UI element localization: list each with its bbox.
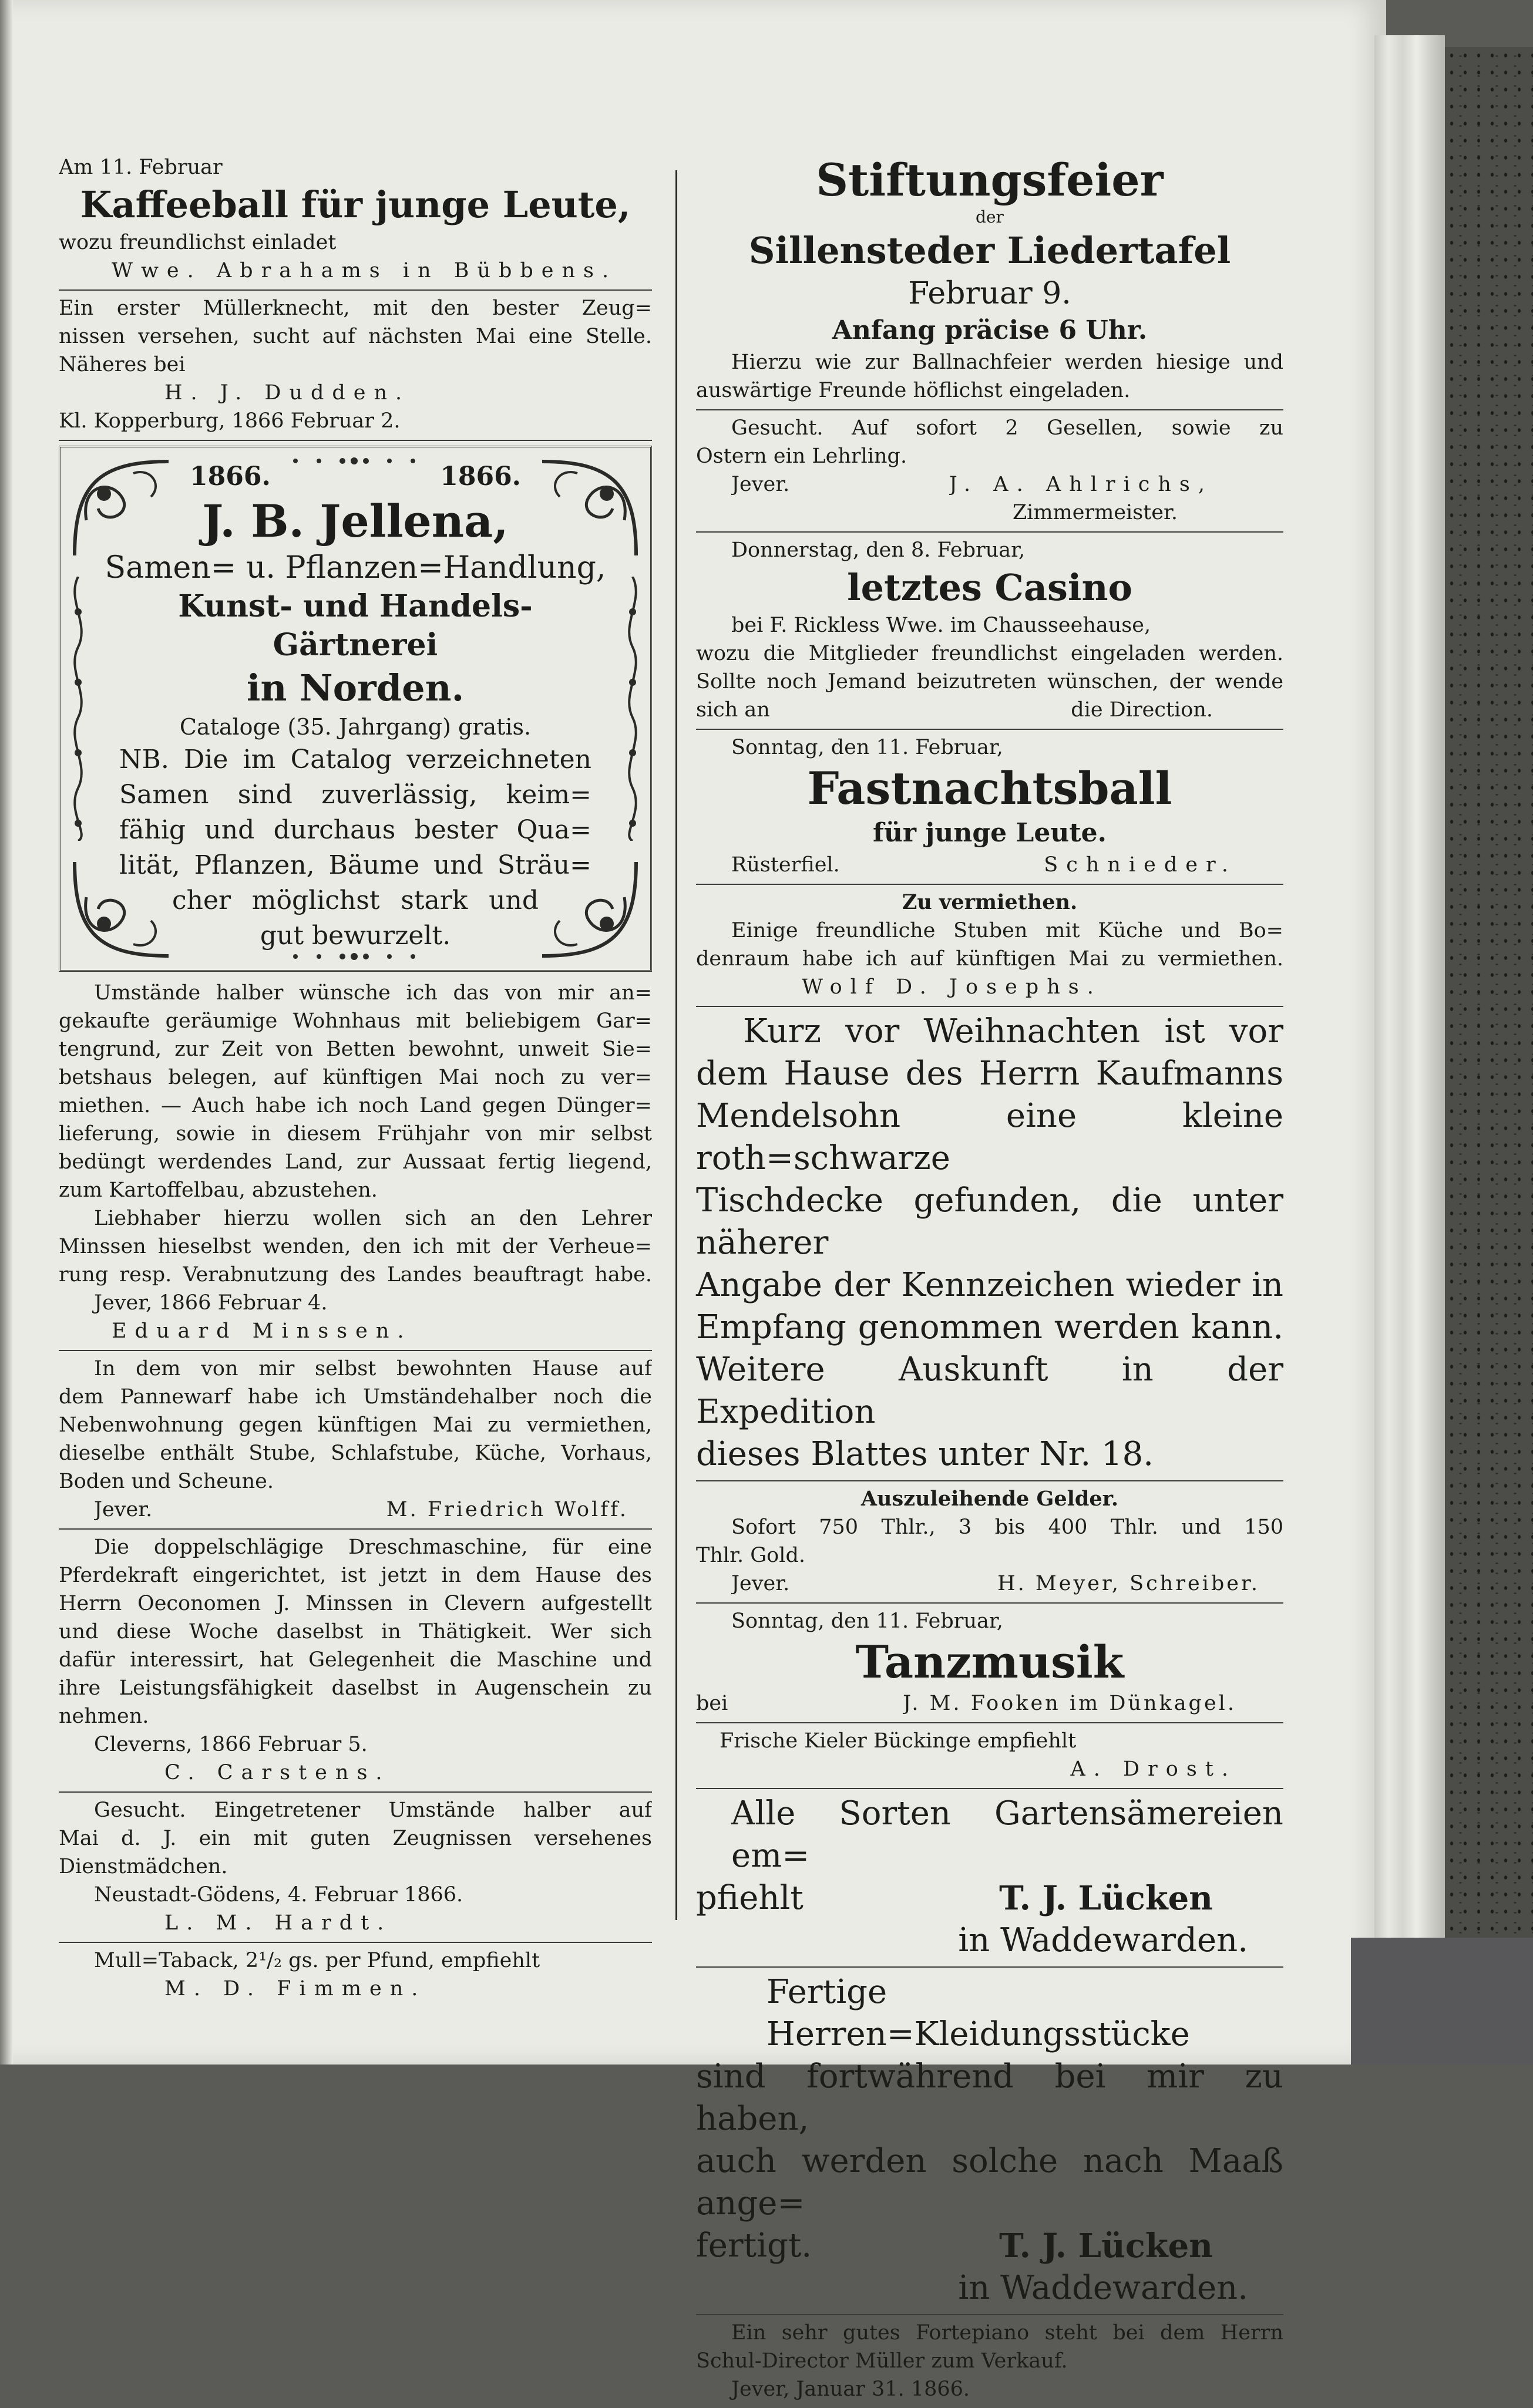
ad-place: Jever. bbox=[94, 1498, 153, 1521]
ad-text: nissen versehen, sucht auf nächsten Mai eine Stelle. bbox=[59, 325, 652, 348]
ad-text: Gesucht. Auf sofort 2 Gesellen, sowie zu bbox=[731, 416, 1283, 440]
ad-text: Boden und Scheune. bbox=[59, 1470, 274, 1493]
ad-place: Jever. bbox=[731, 473, 790, 496]
ad-text: Kurz vor Weihnachten ist vor bbox=[743, 1012, 1283, 1050]
ad-text: Die doppelschlägige Dreschmaschine, für eine bbox=[94, 1535, 652, 1559]
ad-place-date: Kl. Kopperburg, 1866 Februar 2. bbox=[59, 409, 401, 433]
ad-date: Februar 9. bbox=[908, 276, 1071, 311]
ad-text: Empfang genommen werden kann. bbox=[696, 1308, 1283, 1346]
ad-date: Donnerstag, den 8. Februar, bbox=[731, 538, 1026, 562]
ad-signature: M. Friedrich Wolff. bbox=[386, 1498, 628, 1521]
ad-text: fertigt. bbox=[696, 2227, 812, 2265]
ad-text: Herrn Oeconomen J. Minssen in Clevern aufgestellt bbox=[59, 1592, 652, 1615]
ad-muellerknecht bbox=[59, 291, 652, 441]
ornament-vine-icon bbox=[66, 577, 90, 841]
ad-text: NB. Die im Catalog verzeichneten bbox=[119, 745, 591, 774]
ad-title: letztes Casino bbox=[847, 566, 1132, 609]
ad-text: sind fortwährend bei mir zu haben, bbox=[696, 2057, 1283, 2138]
ad-signature: T. J. Lücken bbox=[999, 2227, 1213, 2265]
ad-text: gekaufte geräumige Wohnhaus mit beliebigem Gar= bbox=[59, 1009, 652, 1033]
ad-text: Fertige Herren=Kleidungsstücke bbox=[766, 1973, 1190, 2053]
ad-place-date: Neustadt-Gödens, 4. Februar 1866. bbox=[94, 1883, 463, 1907]
ad-signature: M. D. Fimmen. bbox=[164, 1977, 426, 2001]
ad-year: 1866. bbox=[440, 462, 521, 491]
ad-text: der bbox=[976, 207, 1004, 227]
ad-text: Weitere Auskunft in der Expedition bbox=[696, 1350, 1283, 1431]
ad-place-date: Jever, Januar 31. 1866. bbox=[731, 2377, 970, 2401]
ad-text: bedüngt werdendes Land, zur Aussaat fertig liegend, bbox=[59, 1150, 652, 1174]
ad-title: Tanzmusik bbox=[855, 1636, 1124, 1688]
ad-text: lieferung, sowie in diesem Frühjahr von mir selbst bbox=[59, 1122, 652, 1146]
ad-text: Thlr. Gold. bbox=[696, 1544, 805, 1567]
ad-text: dafür interessirt, hat Gelegenheit die Maschine und bbox=[59, 1648, 652, 1672]
ad-text: Sofort 750 Thlr., 3 bis 400 Thlr. und 150 bbox=[731, 1515, 1283, 1539]
left-column bbox=[59, 150, 652, 2008]
ad-role: Zimmermeister. bbox=[1012, 501, 1178, 524]
book-cover-edge bbox=[1445, 47, 1533, 1955]
ad-title: J. B. Jellena, bbox=[202, 495, 509, 547]
ad-text: sich an bbox=[696, 698, 770, 722]
ad-subtitle: Kunst- und Handels-Gärtnerei bbox=[178, 588, 533, 663]
ad-text: bei F. Rickless Wwe. im Chausseehause, bbox=[731, 614, 1151, 637]
ad-text: Pferdekraft eingerichtet, ist jetzt in dem Hause des bbox=[59, 1564, 652, 1587]
ad-place-date: Jever, 1866 Februar 4. bbox=[94, 1291, 328, 1315]
ad-dreschmaschine bbox=[59, 1530, 652, 1793]
ad-text: tengrund, zur Zeit von Betten bewohnt, unweit Sie= bbox=[59, 1038, 652, 1061]
ad-text: In dem von mir selbst bewohnten Hause auf bbox=[94, 1357, 652, 1380]
right-column bbox=[696, 150, 1283, 2408]
ad-text: dieselbe enthält Stube, Schlafstube, Küche, Vorhaus, bbox=[59, 1442, 652, 1465]
ad-signature: Wwe. Abrahams in Bübbens. bbox=[112, 259, 617, 282]
column-divider bbox=[675, 170, 677, 1920]
ad-text: Nebenwohnung gegen künftigen Mai zu vermiethen, bbox=[59, 1413, 652, 1437]
ad-text: denraum habe ich auf künftigen Mai zu vermiethen. bbox=[696, 947, 1283, 971]
ad-signature: T. J. Lücken bbox=[999, 1879, 1213, 1918]
ad-subtitle: Anfang präcise 6 Uhr. bbox=[832, 315, 1148, 345]
ad-title: Fastnachtsball bbox=[807, 762, 1172, 814]
ad-signature: J. M. Fooken im Dünkagel. bbox=[903, 1692, 1236, 1715]
ad-signature: C. Carstens. bbox=[164, 1761, 391, 1784]
ad-text: Samen sind zuverlässig, keim= bbox=[119, 780, 591, 810]
ad-kleidung bbox=[696, 1968, 1283, 2315]
ad-text: Schul-Director Müller zum Verkauf. bbox=[696, 2349, 1068, 2373]
ad-title: Auszuleihende Gelder. bbox=[860, 1487, 1119, 1511]
ad-signature: Schnieder. bbox=[1044, 853, 1236, 877]
ad-tabak bbox=[59, 1943, 652, 2008]
ad-text: wozu die Mitglieder freundlichst eingeladen werden. bbox=[696, 642, 1283, 665]
ad-text: auch werden solche nach Maaß ange= bbox=[696, 2142, 1283, 2222]
ad-text: bei bbox=[696, 1692, 728, 1715]
ad-signature: A. Drost. bbox=[1070, 1757, 1236, 1781]
ad-text: Ein sehr gutes Fortepiano steht bei dem Herrn bbox=[731, 2321, 1283, 2345]
ad-text: Angabe der Kennzeichen wieder in bbox=[696, 1266, 1283, 1304]
ad-text: Alle Sorten Gartensämereien em= bbox=[731, 1794, 1283, 1875]
ornament-vine-icon bbox=[621, 577, 644, 841]
ad-title: Zu vermiethen. bbox=[902, 890, 1078, 914]
ad-text: cher möglichst stark und bbox=[172, 885, 539, 915]
ad-pannewarf bbox=[59, 1351, 652, 1530]
ad-text: pfiehlt bbox=[696, 1879, 804, 1917]
ad-year: 1866. bbox=[190, 462, 271, 491]
ad-stiftungsfeier bbox=[696, 150, 1283, 410]
ad-text: Ein erster Müllerknecht, mit den bester Zeug= bbox=[59, 297, 652, 320]
ad-gartensaemereien bbox=[696, 1789, 1283, 1968]
ad-text: Einige freundliche Stuben mit Küche und Bo= bbox=[731, 919, 1283, 942]
ad-fastnacht bbox=[696, 730, 1283, 885]
ad-jellena bbox=[102, 459, 609, 954]
ad-text: Ostern ein Lehrling. bbox=[696, 444, 907, 468]
ad-place: in Waddewarden. bbox=[958, 1921, 1248, 1959]
ad-text: Mai d. J. ein mit guten Zeugnissen versehenes bbox=[59, 1827, 652, 1850]
ad-signature: J. A. Ahlrichs, bbox=[949, 473, 1213, 496]
ad-dienstmaedchen bbox=[59, 1793, 652, 1943]
ad-place: Jever. bbox=[731, 1572, 790, 1595]
ad-text: Liebhaber hierzu wollen sich an den Lehrer bbox=[94, 1207, 652, 1230]
ad-signature: H. J. Dudden. bbox=[164, 381, 411, 405]
ad-signature: H. Meyer, Schreiber. bbox=[997, 1572, 1260, 1595]
ad-text: dieses Blattes unter Nr. 18. bbox=[696, 1435, 1154, 1473]
ad-text: Gesucht. Eingetretener Umstände halber auf bbox=[94, 1799, 652, 1822]
ad-gelder bbox=[696, 1481, 1283, 1604]
ad-subtitle: in Norden. bbox=[246, 666, 465, 709]
ad-vermiethen bbox=[696, 885, 1283, 1007]
ad-date: Sonntag, den 11. Februar, bbox=[731, 736, 1003, 759]
ad-text: Minssen hieselbst wenden, den ich mit der Verheue= bbox=[59, 1235, 652, 1258]
ad-text: rung resp. Verabnutzung des Landes beauftragt habe. bbox=[59, 1263, 652, 1286]
ad-casino bbox=[696, 533, 1283, 730]
ad-subtitle: Samen= u. Pflanzen=Handlung, bbox=[105, 550, 606, 585]
ad-text: Cataloge (35. Jahrgang) gratis. bbox=[179, 714, 532, 740]
ad-tischdecke bbox=[696, 1007, 1283, 1481]
ad-signature: Wolf D. Josephs. bbox=[802, 975, 1102, 999]
ad-text: Mull=Taback, 2¹/₂ gs. per Pfund, empfiehlt bbox=[94, 1949, 540, 1972]
ad-wohnhaus bbox=[59, 975, 652, 1351]
ad-text: dem Hause des Herrn Kaufmanns bbox=[696, 1055, 1283, 1093]
ad-text: betshaus belegen, auf künftigen Mai noch zu ver= bbox=[59, 1066, 652, 1089]
ad-text: Frische Kieler Bückinge empfiehlt bbox=[720, 1729, 1077, 1753]
ad-date: Sonntag, den 11. Februar, bbox=[731, 1609, 1003, 1633]
ad-date: Am 11. Februar bbox=[59, 156, 223, 179]
ad-text: Tischdecke gefunden, die unter näherer bbox=[696, 1181, 1283, 1262]
ad-signature: L. M. Hardt. bbox=[164, 1911, 392, 1935]
ad-text: Dienstmädchen. bbox=[59, 1855, 228, 1878]
ad-subtitle: Sillensteder Liedertafel bbox=[748, 229, 1231, 272]
ad-jellena-frame bbox=[59, 446, 652, 972]
ad-text: Umstände halber wünsche ich das von mir an= bbox=[94, 981, 652, 1005]
ad-text: dem Pannewarf habe ich Umständehalber noch die bbox=[59, 1385, 652, 1409]
ad-place: Rüsterfiel. bbox=[731, 853, 840, 877]
ad-text: fähig und durchaus bester Qua= bbox=[119, 815, 591, 845]
ad-title: Kaffeeball für junge Leute, bbox=[80, 183, 631, 226]
ad-text: und diese Woche daselbst in Thätigkeit. Wer sich bbox=[59, 1620, 652, 1643]
ad-text: Sollte noch Jemand beizutreten wünschen, der wende bbox=[696, 670, 1283, 693]
page-stack-edge bbox=[1374, 35, 1445, 1938]
ad-text: Hierzu wie zur Ballnachfeier werden hiesige und bbox=[731, 351, 1283, 374]
ad-text: zum Kartoffelbau, abzustehen. bbox=[59, 1178, 378, 1202]
ad-text: nehmen. bbox=[59, 1705, 149, 1728]
binding-shadow bbox=[0, 0, 13, 2065]
ad-text: Näheres bei bbox=[59, 353, 186, 376]
ad-signature: die Direction. bbox=[1071, 698, 1213, 722]
ad-place: in Waddewarden. bbox=[958, 2269, 1248, 2307]
ad-text: Mendelsohn eine kleine roth=schwarze bbox=[696, 1097, 1283, 1177]
book-cover-bottom bbox=[1351, 1938, 1533, 2065]
ad-place-date: Cleverns, 1866 Februar 5. bbox=[94, 1733, 368, 1756]
ad-fortepiano bbox=[696, 2315, 1283, 2408]
ad-text: wozu freundlichst einladet bbox=[59, 231, 337, 254]
ad-text: miethen. — Auch habe ich noch Land gegen Dünger= bbox=[59, 1094, 652, 1117]
ad-gesellen bbox=[696, 410, 1283, 533]
ad-text: gut bewurzelt. bbox=[260, 921, 451, 951]
ad-text: auswärtige Freunde höflichst eingeladen. bbox=[696, 379, 1131, 402]
ad-title: Stiftungsfeier bbox=[816, 154, 1164, 206]
ad-text: lität, Pflanzen, Bäume und Sträu= bbox=[119, 850, 591, 880]
ad-kaffeeball bbox=[59, 150, 652, 291]
ad-buecklinge bbox=[696, 1723, 1283, 1789]
ad-text: ihre Leistungsfähigkeit daselbst in Augenschein zu bbox=[59, 1676, 652, 1700]
ad-signature: Eduard Minssen. bbox=[112, 1319, 412, 1343]
ad-subtitle: für junge Leute. bbox=[873, 818, 1107, 848]
ad-tanzmusik bbox=[696, 1604, 1283, 1723]
